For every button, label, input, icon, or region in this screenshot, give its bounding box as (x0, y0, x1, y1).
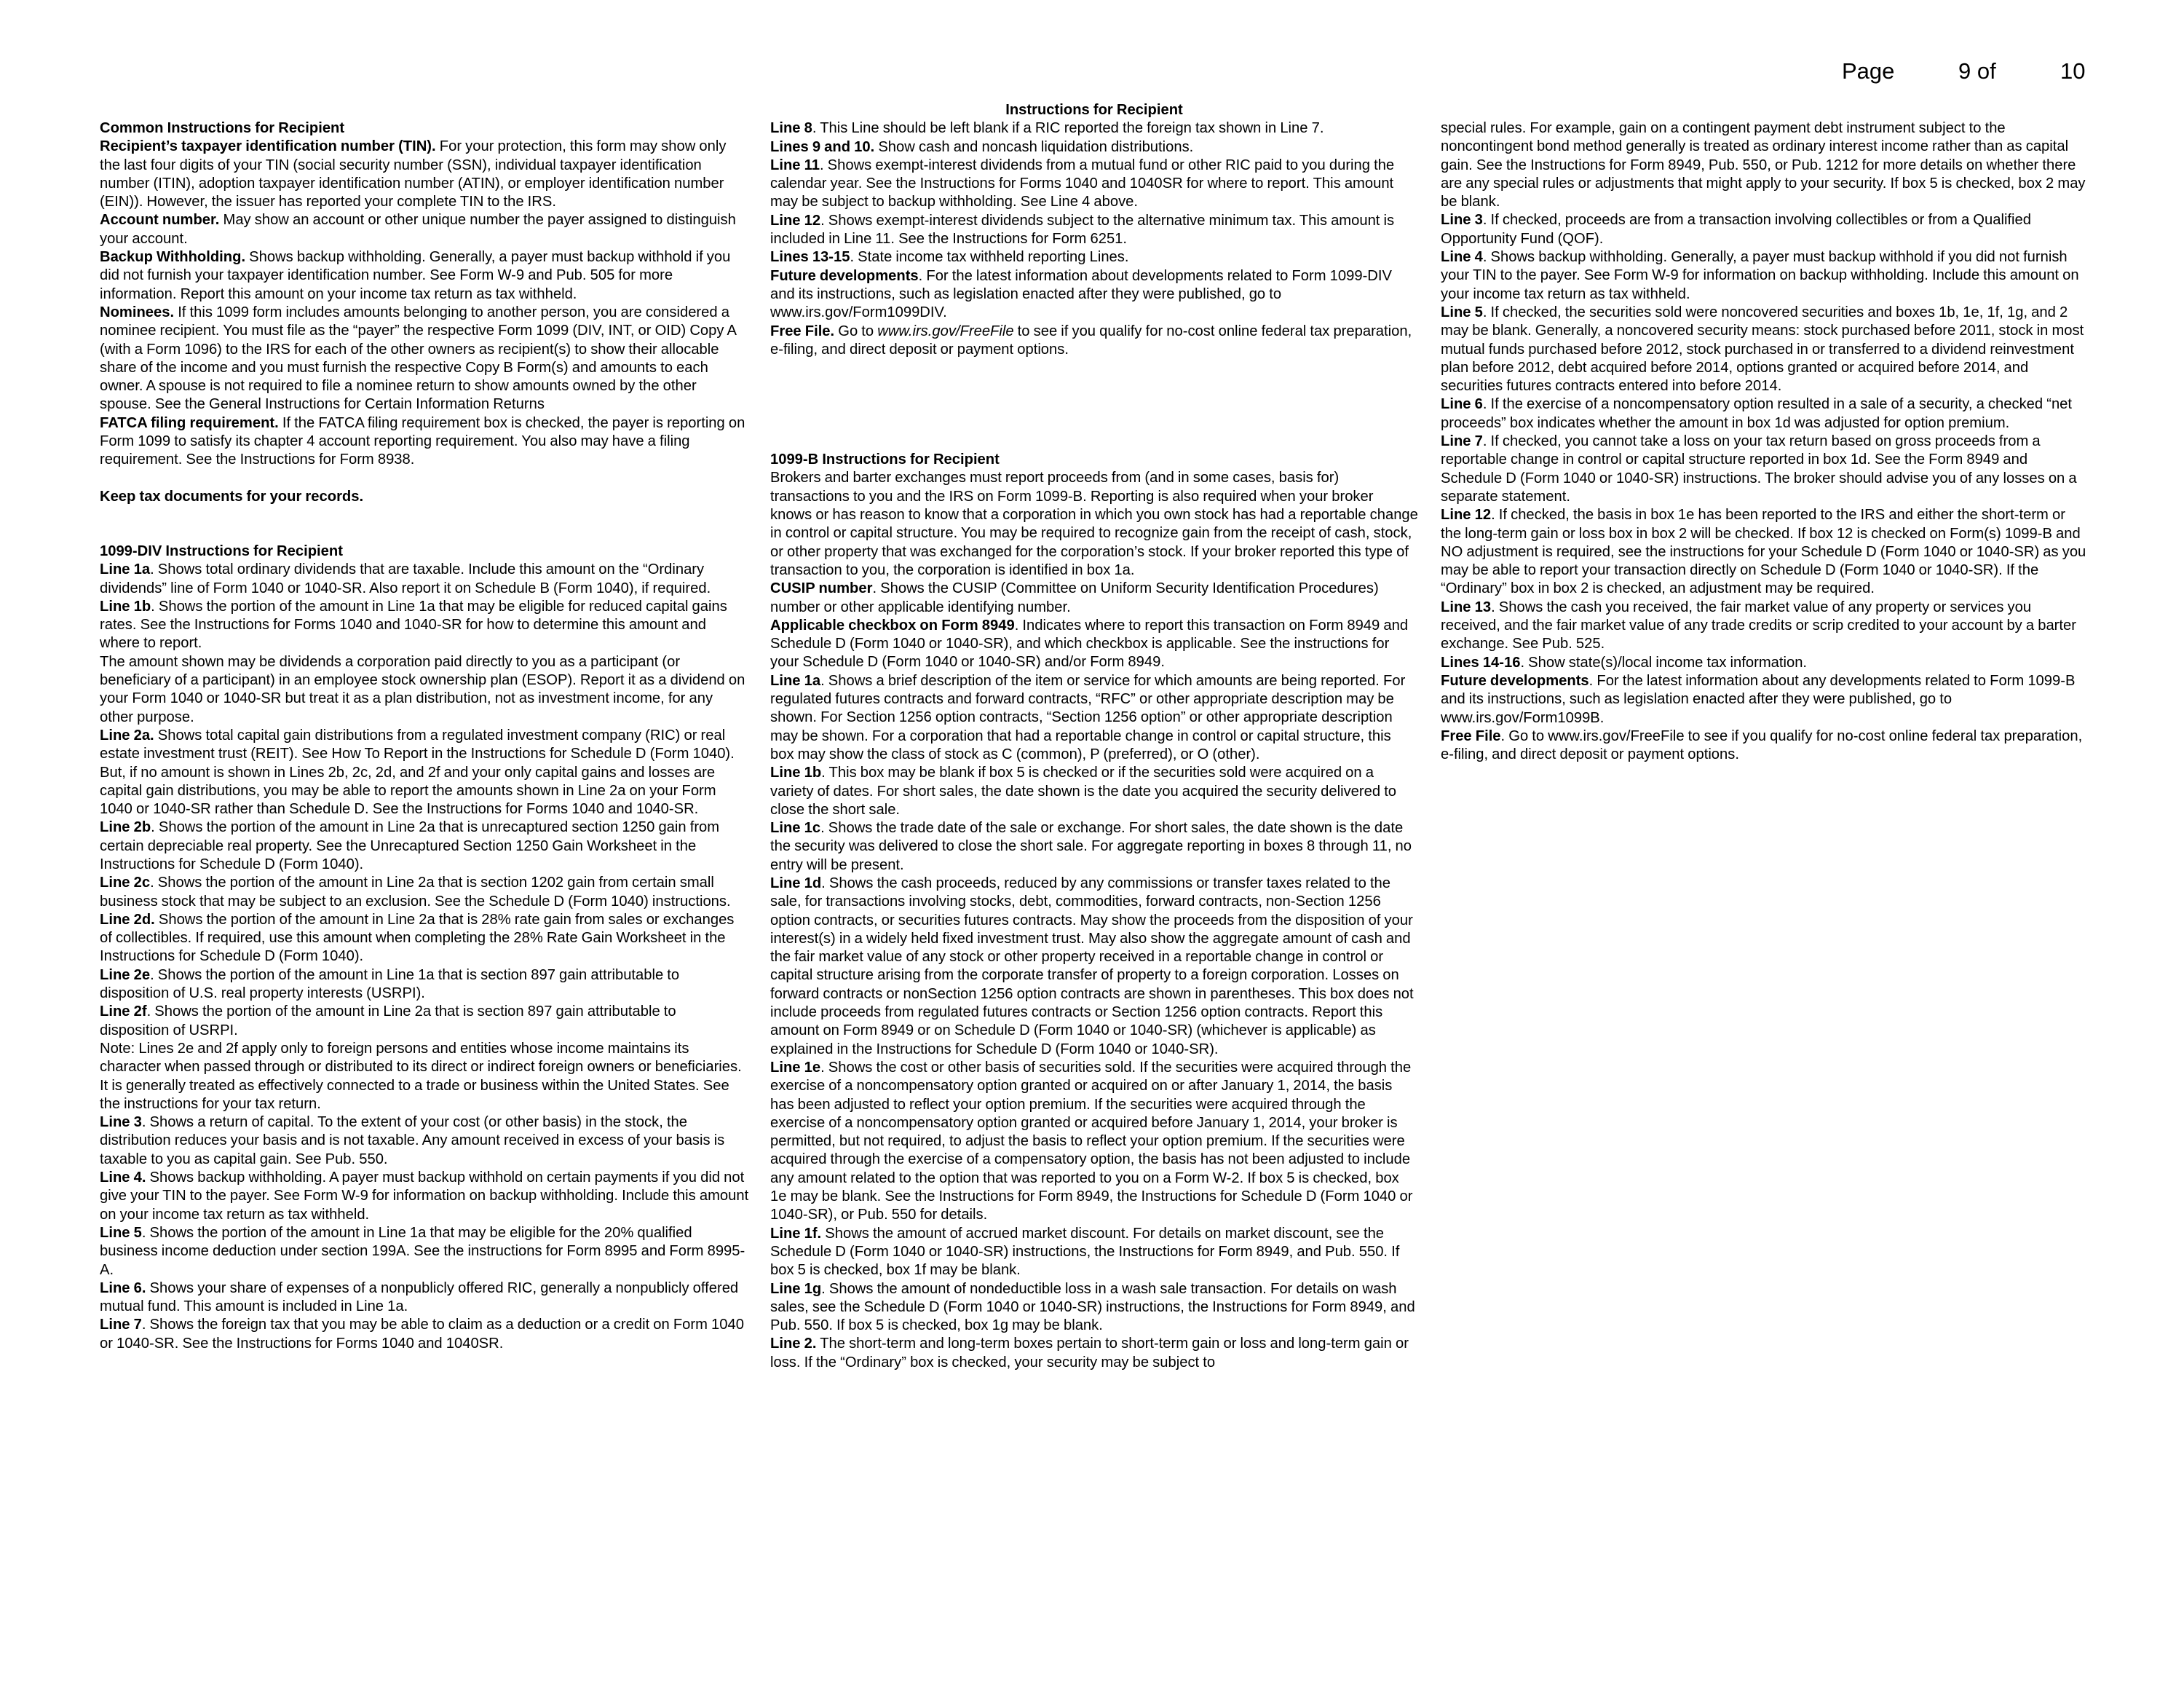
div-line-2b: Line 2b. Shows the portion of the amount in Line 2a that is unrecaptured section 1250 gain from certain depreciable real property. See the Unrecaptured Section 1250 Gain Worksheet in the Instructions for Schedule D (Form 1040). (100, 819, 720, 872)
b-future-developments: Future developments. For the latest information about any developments related to Form 1099-B and its instructions, such as legislation enacted after they were published, go to www.irs.gov/Form1099B. (1441, 672, 2076, 726)
column-common-and-div (100, 119, 749, 1353)
b-line-1a: Line 1a. Shows a brief description of the item or service for which amounts are being reported. For regulated futures contracts and forward contracts, “RFC” or other appropriate description may be shown. For Section 1256 option contracts, “Section 1256 option” or other appropriate description may be shown. For a corporation that had a reportable change in control or capital structure, this box may show the class of stock as C (common), P (preferred), or O (other). (770, 672, 1406, 762)
div-line-4: Line 4. Shows backup withholding. A payer must backup withhold on certain payments if you did not give your TIN to the payer. See Form W-9 for information on backup withholding. Include this amount on your income tax return as tax withheld. (100, 1170, 749, 1223)
account-paragraph: Account number. May show an account or other unique number the payer assigned to distinguish your account. (100, 212, 736, 247)
b-line-2-continued: special rules. For example, gain on a contingent payment debt instrument subject to the noncontingent bond method generally is treated as ordinary interest income rather than as capital gain. See the Instructions for Form 8949, Pub. 550, or Pub. 1212 for more details on whether there are any special rules or adjustments that might apply to your security. If box 5 is checked, box 2 may be blank. (1441, 120, 2086, 210)
b-line-1f: Line 1f. Shows the amount of accrued market discount. For details on market discount, see the Schedule D (Form 1040 or 1040-SR) instructions, the Instructions for Form 8949, and Pub. 550. If box 5 is checked, box 1f may be blank. (770, 1225, 1400, 1279)
div-line-2e: Line 2e. Shows the portion of the amount in Line 1a that is section 897 gain attributable to disposition of U.S. real property interests (USRPI). (100, 966, 680, 1002)
b-cusip: CUSIP number. Shows the CUSIP (Committee on Uniform Security Identification Procedures) number or other applicable identifying number. (770, 580, 1379, 615)
common-heading: Common Instructions for Recipient (100, 120, 345, 136)
div-lines-9-10: Lines 9 and 10. Show cash and noncash liquidation distributions. (770, 138, 1194, 155)
b-line-1b: Line 1b. This box may be blank if box 5 is checked or if the securities sold were acquired on a variety of dates. For short sales, the date shown is the date you acquired the security delivered to close the short sale. (770, 765, 1397, 818)
div-line-2f: Line 2f. Shows the portion of the amount in Line 2a that is section 897 gain attributable to disposition of USRPI. (100, 1003, 676, 1038)
b-line-12: Line 12. If checked, the basis in box 1e has been reported to the IRS and either the short-term or the long-term gain or loss box in box 2 will be checked. If box 12 is checked on Form(s) 1099-B and NO adjustment is required, see the instructions for your Schedule D (Form 1040 or 1040-SR) as you may be able to report your transaction directly on Schedule D (Form 1040 or 1040-SR). If the “Ordinary” box in box 2 is checked, an adjustment may be required. (1441, 507, 2086, 597)
backup-withholding-paragraph: Backup Withholding. Shows backup withholding. Generally, a payer must backup withhold if you did not furnish your taxpayer identification number. See Form W-9 and Pub. 505 for more information. Report this amount on your income tax return as tax withheld. (100, 249, 731, 302)
b-intro: Brokers and barter exchanges must report proceeds from (and in some cases, basis for) transactions to you and the IRS on Form 1099-B. Reporting is also required when your broker knows or has reason to know that a corporation in which you own stock has had a reportable change in control or capital structure. You may be required to recognize gain from the receipt of cash, stock, or other property that was exchanged for the corporation’s stock. If your broker reported this type of transaction to you, the corporation is identified in box 1a. (770, 470, 1418, 578)
b-line-4: Line 4. Shows backup withholding. Generally, a payer must backup withhold if you did not furnish your TIN to the payer. See Form W-9 for information on backup withholding. Include this amount on your income tax return as tax withheld. (1441, 249, 2079, 302)
div-line-8: Line 8. This Line should be left blank if a RIC reported the foreign tax shown in Line 7. (770, 120, 1324, 137)
instructions-heading: Instructions for Recipient (1005, 102, 1183, 118)
page-number (1842, 58, 2104, 90)
div-line-12: Line 12. Shows exempt-interest dividends subject to the alternative minimum tax. This amount is included in Line 11. See the Instructions for Form 6251. (770, 212, 1395, 248)
b-line-1c: Line 1c. Shows the trade date of the sale or exchange. For short sales, the date shown is the date the security was delivered to close the short sale. For aggregate reporting in boxes 8 through 11, no entry will be present. (770, 820, 1412, 873)
esop-paragraph: The amount shown may be dividends a corporation paid directly to you as a participant (or beneficiary of a participant) in an employee stock ownership plan (ESOP). Report it as a dividend on your Form 1040 or 1040-SR but treat it as a plan distribution, not as investment income, for any other purpose. (100, 653, 745, 725)
div-lines-13-15: Lines 13-15. State income tax withheld reporting Lines. (770, 249, 1129, 266)
div-line-2a: Line 2a. Shows total capital gain distributions from a regulated investment company (RIC) or real estate investment trust (REIT). See How To Report in the Instructions for Schedule D (Form 1040). But, if no amount is shown in Lines 2b, 2c, 2d, and 2f and your only capital gains and losses are capital gain distributions, you may be able to report the amounts shown in Line 2a on your Form 1040 or 1040-SR rather than Schedule D. See the Instructions for Forms 1040 and 1040-SR. (100, 727, 735, 818)
b-line-1g: Line 1g. Shows the amount of nondeductible loss in a wash sale transaction. For details on wash sales, see the Schedule D (Form 1040 or 1040-SR) instructions, the Instructions for Form 8949, and Pub. 550. If box 5 is checked, box 1g may be blank. (770, 1280, 1415, 1334)
b-line-6: Line 6. If the exercise of a noncompensatory option resulted in a sale of a security, a checked “net proceeds” box indicates whether the amount in box 1d was adjusted for option premium. (1441, 396, 2073, 431)
div-free-file: Free File. Go to www.irs.gov/FreeFile to see if you qualify for no-cost online federal tax preparation, e-filing, and direct deposit or payment options. (770, 323, 1412, 358)
div-heading: 1099-DIV Instructions for Recipient (100, 543, 343, 559)
div-line-7: Line 7. Shows the foreign tax that you may be able to claim as a deduction or a credit on Form 1040 or 1040-SR. See the Instructions for Forms 1040 and 1040SR. (100, 1317, 744, 1352)
page-label: Page (1842, 58, 1895, 84)
b-line-1e: Line 1e. Shows the cost or other basis of securities sold. If the securities were acquired through the exercise of a noncompensatory option granted or acquired on or after January 1, 2014, the basis has been adjusted to reflect your option premium. If the securities were acquired through the exercise of a noncompensatory option granted or acquired before January 1, 2014, your broker is permitted, but not required, to adjust the basis to reflect your option premium. If the securities were acquired through the exercise of a compensatory option, the basis has not been adjusted to include any amount related to the option that was reported to you on a Form W-2. If box 5 is checked, box 1e may be blank. See the Instructions for Form 8949, the Instructions for Schedule D (Form 1040 or 1040-SR), or Pub. 550 for details. (770, 1059, 1413, 1223)
div-line-11: Line 11. Shows exempt-interest dividends from a mutual fund or other RIC paid to you during the calendar year. See the Instructions for Forms 1040 and 1040SR for where to report. This amount may be subject to backup withholding. See Line 4 above. (770, 157, 1395, 210)
div-line-1b: Line 1b. Shows the portion of the amount in Line 1a that may be eligible for reduced capital gains rates. See the Instructions for Forms 1040 and 1040-SR for how to determine this amount and where to report. (100, 598, 727, 652)
note-paragraph: Note: Lines 2e and 2f apply only to foreign persons and entities whose income maintains its character when passed through or distributed to its direct or indirect foreign owners or beneficiaries. It is generally treated as effectively connected to a trade or business within the United States. See the instructions for your tax return. (100, 1040, 742, 1112)
div-line-5: Line 5. Shows the portion of the amount in Line 1a that may be eligible for the 20% qualified business income deduction under section 199A. See the instructions for Form 8995 and Form 8995-A. (100, 1224, 745, 1278)
b-line-5: Line 5. If checked, the securities sold were noncovered securities and boxes 1b, 1e, 1f, 1g, and 2 may be blank. Generally, a noncovered security means: stock purchased before 2011, stock in most mutual funds purchased before 2012, stock purchased in or transferred to a dividend reinvestment plan before 2012, debt acquired before 2014, options granted or acquired before 2014, and securities futures contracts entered into before 2014. (1441, 304, 2084, 395)
div-line-1a: Line 1a. Shows total ordinary dividends that are taxable. Include this amount on the “Ordinary dividends” line of Form 1040 or 1040-SR. Also report it on Schedule B (Form 1040), if required. (100, 561, 711, 596)
free-file-link: www.irs.gov/FreeFile (877, 323, 1014, 339)
b-line-3: Line 3. If checked, proceeds are from a transaction involving collectibles or from a Qualified Opportunity Fund (QOF). (1441, 212, 2031, 247)
b-line-7: Line 7. If checked, you cannot take a loss on your tax return based on gross proceeds from a reportable change in control or capital structure reported in box 1d. See the Form 8949 and Schedule D (Form 1040 or 1040-SR) instructions. The broker should advise you of any losses on a separate statement. (1441, 433, 2077, 505)
div-future-developments: Future developments. For the latest information about developments related to Form 1099-DIV and its instructions, such as legislation enacted after they were published, go to www.irs.gov/Form1099DIV. (770, 267, 1392, 321)
tin-paragraph: Recipient’s taxpayer identification number (TIN). For your protection, this form may show only the last four digits of your TIN (social security number (SSN), individual taxpayer identification number (ITIN), adoption taxpayer identification number (ATIN), or employer identification number (EIN)). However, the issuer has reported your complete TIN to the IRS. (100, 138, 727, 210)
page-current: 9 of (1958, 58, 1996, 84)
column-div-cont-and-b (770, 101, 1418, 1372)
div-line-2d: Line 2d. Shows the portion of the amount in Line 2a that is 28% rate gain from sales or exchanges of collectibles. If required, use this amount when completing the 28% Rate Gain Worksheet in the Instructions for Schedule D (Form 1040). (100, 911, 735, 965)
b-line-1d: Line 1d. Shows the cash proceeds, reduced by any commissions or transfer taxes related to the sale, for transactions involving stocks, debt, commodities, forward contracts, non-Section 1256 option contracts, or securities futures contracts. May show the proceeds from the disposition of your interest(s) in a widely held fixed investment trust. May also show the aggregate amount of cash and the fair market value of any stock or other property received in a reportable change in control or capital structure arising from the corporate transfer of property to a foreign corporation. Losses on forward contracts or nonSection 1256 option contracts are shown in parentheses. This box does not include proceeds from regulated futures contracts or Section 1256 option contracts. Report this amount on Form 8949 or on Schedule D (Form 1040 or 1040-SR) (whichever is applicable) as explained in the Instructions for Schedule D (Form 1040 or 1040-SR). (770, 875, 1414, 1057)
div-line-2c: Line 2c. Shows the portion of the amount in Line 2a that is section 1202 gain from certain small business stock that may be subject to an exclusion. See the Schedule D (Form 1040) instructions. (100, 875, 731, 910)
b-applicable-checkbox: Applicable checkbox on Form 8949. Indicates where to report this transaction on Form 8949 and Schedule D (Form 1040 or 1040-SR), and which checkbox is applicable. See the instructions for your Schedule D (Form 1040 or 1040-SR) and/or Form 8949. (770, 617, 1409, 671)
b-lines-14-16: Lines 14-16. Show state(s)/local income tax information. (1441, 654, 1808, 671)
b-line-2: Line 2. The short-term and long-term boxes pertain to short-term gain or loss and long-term gain or loss. If the “Ordinary” box is checked, your security may be subject to (770, 1336, 1409, 1370)
page-total: 10 (2060, 58, 2086, 84)
div-line-6: Line 6. Shows your share of expenses of a nonpublicly offered RIC, generally a nonpublicly offered mutual fund. This amount is included in Line 1a. (100, 1279, 739, 1315)
b-line-13: Line 13. Shows the cash you received, the fair market value of any property or services you received, and the fair market value of any trade credits or scrip credited to your account by a barter exchange. See Pub. 525. (1441, 599, 2076, 652)
nominees-paragraph: Nominees. If this 1099 form includes amounts belonging to another person, you are considered a nominee recipient. You must file as the “payer” the respective Form 1099 (DIV, INT, or OID) Copy A (with a Form 1096) to the IRS for each of the other owners as recipient(s) to show their allocable share of the income and you must furnish the respective Copy B Form(s) and amounts to each owner. A spouse is not required to file a nominee return to show amounts owned by the other spouse. See the General Instructions for Certain Information Returns (100, 304, 736, 413)
keep-records-note: Keep tax documents for your records. (100, 488, 364, 505)
fatca-paragraph: FATCA filing requirement. If the FATCA filing requirement box is checked, the payer is reporting on Form 1099 to satisfy its chapter 4 account reporting requirement. You also may have a filing requirement. See the Instructions for Form 8938. (100, 414, 745, 468)
b-free-file: Free File. Go to www.irs.gov/FreeFile to see if you qualify for no-cost online federal tax preparation, e-filing, and direct deposit or payment options. (1441, 727, 2083, 763)
b-heading: 1099-B Instructions for Recipient (770, 451, 1000, 468)
column-b-cont (1441, 119, 2089, 764)
div-line-3: Line 3. Shows a return of capital. To the extent of your cost (or other basis) in the stock, the distribution reduces your basis and is not taxable. Any amount received in excess of your basis is taxable to you as capital gain. See Pub. 550. (100, 1114, 725, 1167)
